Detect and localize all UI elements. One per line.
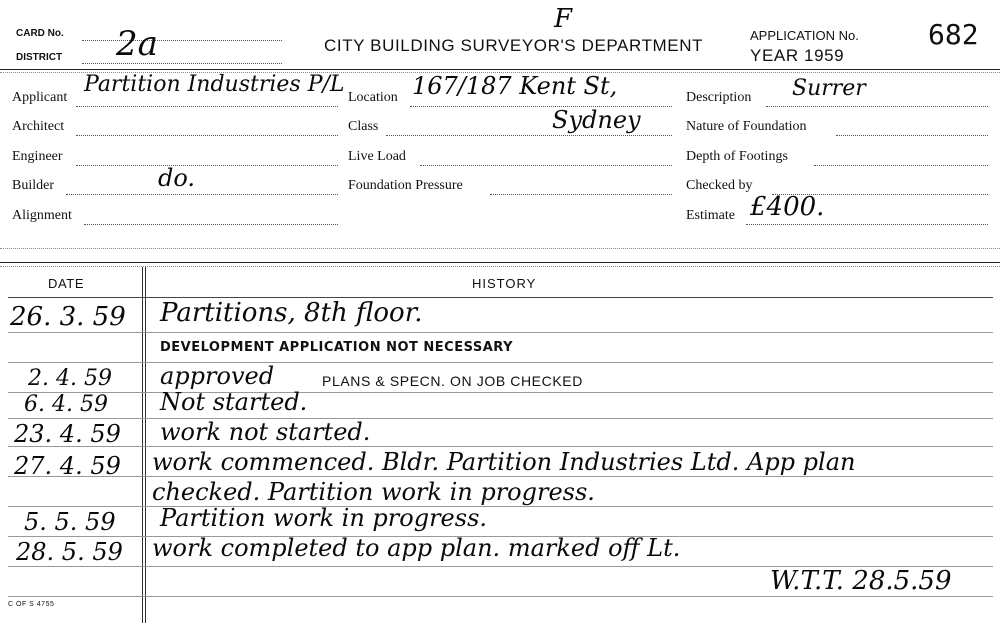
history-stamp: PLANS & SPECN. ON JOB CHECKED	[322, 373, 583, 389]
foundation-pressure-line	[490, 194, 672, 195]
fields-bottom-dotted	[0, 248, 1000, 249]
history-top-rule	[0, 262, 1000, 263]
history-line	[8, 362, 993, 363]
location-value-2: Sydney	[552, 106, 641, 134]
history-text: work not started.	[160, 418, 371, 446]
depth-line	[814, 165, 988, 166]
location-label: Location	[348, 90, 398, 105]
history-line	[8, 596, 993, 597]
description-label: Description	[686, 90, 752, 105]
architect-line	[76, 135, 338, 136]
history-date: 27. 4. 59	[14, 452, 121, 480]
history-date: 5. 5. 59	[24, 508, 116, 536]
description-line	[766, 106, 988, 107]
class-label: Class	[348, 119, 379, 134]
history-date: 6. 4. 59	[24, 392, 108, 417]
district-line	[82, 63, 282, 64]
header-rule	[0, 69, 1000, 70]
district-label: DISTRICT	[16, 52, 63, 63]
form-number: C OF S 4755	[8, 601, 55, 608]
overwrite-mark: F	[554, 4, 573, 34]
alignment-line	[84, 224, 338, 225]
history-line	[8, 506, 993, 507]
nature-label: Nature of Foundation	[686, 119, 807, 134]
history-text: Partition work in progress.	[160, 504, 488, 532]
builder-line	[66, 194, 338, 195]
year-label: YEAR 1959	[750, 46, 845, 65]
history-text: Not started.	[160, 388, 308, 416]
applicant-value: Partition Industries P/L	[84, 72, 345, 97]
architect-label: Architect	[12, 119, 65, 134]
depth-label: Depth of Footings	[686, 149, 788, 164]
applicant-label: Applicant	[12, 90, 68, 105]
description-value: Surrer	[792, 76, 866, 101]
builder-label: Builder	[12, 178, 54, 193]
history-text: Partitions, 8th floor.	[160, 298, 423, 328]
foundation-pressure-label: Foundation Pressure	[348, 178, 463, 193]
history-line	[8, 446, 993, 447]
card-no-line	[82, 40, 282, 41]
live-load-label: Live Load	[348, 149, 406, 164]
engineer-label: Engineer	[12, 149, 63, 164]
history-date: 2. 4. 59	[28, 366, 112, 391]
history-text: work completed to app plan. marked off Lt.	[152, 534, 681, 562]
application-no: 682	[928, 18, 979, 51]
location-value: 167/187 Kent St,	[412, 72, 618, 100]
history-date: 23. 4. 59	[14, 420, 121, 448]
checked-by-label: Checked by	[686, 178, 753, 193]
card-no-label: CARD No.	[16, 28, 64, 39]
application-no-label: APPLICATION No.	[750, 28, 859, 43]
history-header: HISTORY	[472, 276, 537, 291]
district-value: 2a	[116, 24, 158, 64]
signature: W.T.T. 28.5.59	[770, 566, 952, 596]
history-date: 28. 5. 59	[16, 538, 123, 566]
engineer-line	[76, 165, 338, 166]
history-date: 26. 3. 59	[10, 302, 126, 332]
history-line	[8, 476, 993, 477]
history-line	[8, 392, 993, 393]
estimate-label: Estimate	[686, 208, 735, 223]
history-line	[8, 418, 993, 419]
history-top-dotted	[0, 266, 1000, 267]
history-stamp-text: DEVELOPMENT APPLICATION NOT NECESSARY	[160, 340, 514, 355]
nature-line	[836, 135, 988, 136]
live-load-line	[420, 165, 672, 166]
history-text: work commenced. Bldr. Partition Industries Ltd. App plan	[152, 448, 856, 476]
history-header-rule	[8, 297, 993, 298]
applicant-line	[76, 106, 338, 107]
history-text: checked. Partition work in progress.	[152, 478, 595, 506]
date-column-divider	[142, 267, 143, 623]
date-header: DATE	[48, 276, 85, 291]
class-line	[386, 135, 672, 136]
date-column-divider-2	[145, 267, 146, 623]
alignment-label: Alignment	[12, 208, 72, 223]
estimate-value: £400.	[750, 192, 825, 222]
history-line	[8, 332, 993, 333]
department-title: CITY BUILDING SURVEYOR'S DEPARTMENT	[324, 36, 704, 55]
estimate-line	[746, 224, 988, 225]
history-text: approved	[160, 362, 275, 390]
builder-value: do.	[158, 164, 196, 192]
